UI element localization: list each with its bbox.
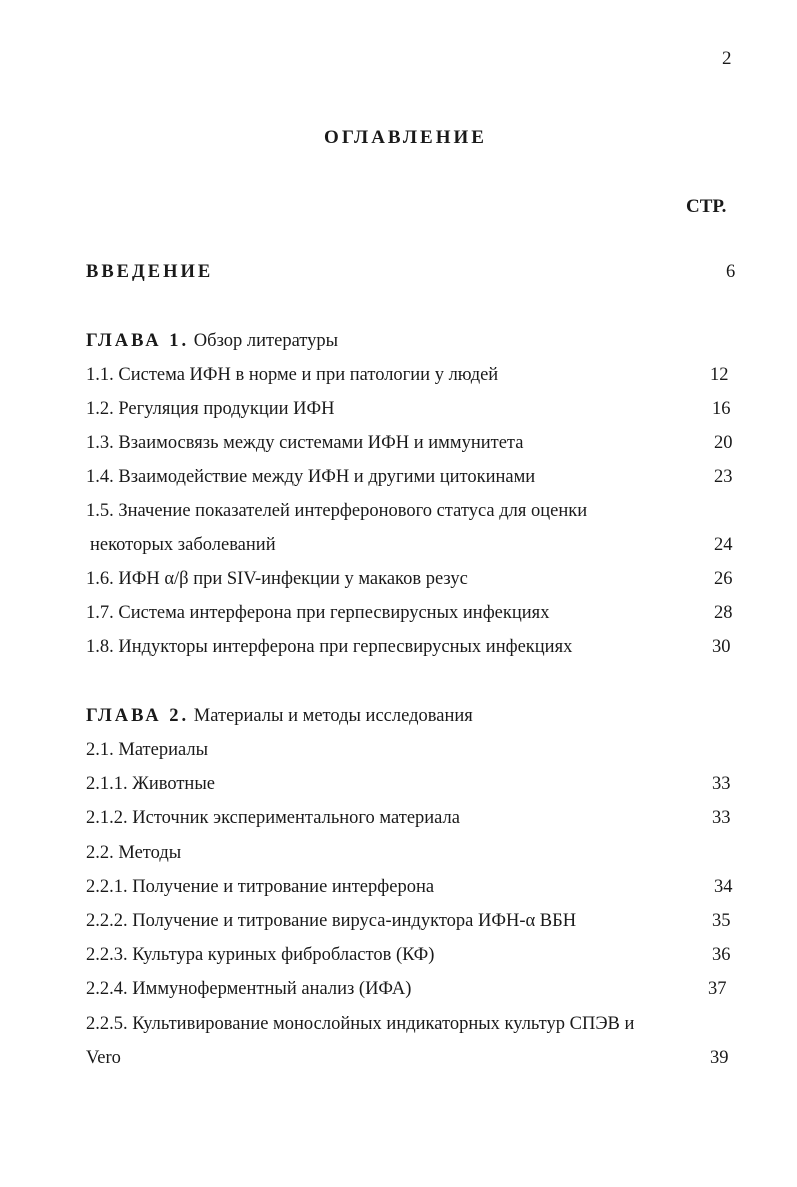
toc-entry xyxy=(86,737,736,763)
toc-entry xyxy=(86,908,736,934)
toc-entry-page: 35 xyxy=(712,911,731,931)
toc-entry xyxy=(86,362,736,388)
toc-entry-text: 2.1.1. Животные xyxy=(86,774,215,794)
toc-entry xyxy=(86,634,736,660)
toc-entry xyxy=(86,805,736,831)
chapter-2-heading xyxy=(86,703,736,729)
toc-entry-text: 2.2.1. Получение и титрование интерферона xyxy=(86,877,435,897)
toc-entry-intro xyxy=(86,259,736,285)
toc-entry xyxy=(86,396,736,422)
toc-entry xyxy=(86,942,736,968)
toc-entry xyxy=(86,1011,736,1037)
toc-entry-text: 1.4. Взаимодействие между ИФН и другими цитокинами xyxy=(86,467,536,487)
toc-entry-text: 1.1. Система ИФН в норме и при патологии у людей xyxy=(86,365,499,385)
toc-entry-page: 39 xyxy=(710,1048,729,1068)
toc-entry-text: Vero xyxy=(86,1048,121,1068)
toc-entry xyxy=(86,566,736,592)
toc-entry xyxy=(86,464,736,490)
toc-entry-text: 2.1. Материалы xyxy=(86,740,209,760)
toc-entry-page: 12 xyxy=(710,365,729,385)
toc-entry-text: 1.6. ИФН α/β при SIV-инфекции у макаков резус xyxy=(86,569,468,589)
toc-entry-page: 33 xyxy=(712,774,731,794)
toc-entry-page: 34 xyxy=(714,877,733,897)
toc-entry-text: 2.2.3. Культура куриных фибробластов (КФ) xyxy=(86,945,435,965)
toc-entry-page: 33 xyxy=(712,808,731,828)
chapter-1-label: ГЛАВА 1. xyxy=(86,331,190,351)
page-number: 2 xyxy=(722,48,732,69)
chapter-2-title: Материалы и методы исследования xyxy=(193,706,473,726)
toc-entry xyxy=(86,976,736,1002)
chapter-1-title: Обзор литературы xyxy=(193,331,339,351)
toc-entry-text: 1.2. Регуляция продукции ИФН xyxy=(86,399,335,419)
toc-entry xyxy=(86,874,736,900)
toc-entry-text: 2.2. Методы xyxy=(86,843,182,863)
toc-entry xyxy=(86,840,736,866)
page-column-label: СТР. xyxy=(686,196,727,217)
toc-entry-text: 1.3. Взаимосвязь между системами ИФН и иммунитета xyxy=(86,433,524,453)
toc-entry-text: 2.1.2. Источник экспериментального материала xyxy=(86,808,460,828)
toc-entry-text: 1.7. Система интерферона при герпесвирусных инфекциях xyxy=(86,603,550,623)
intro-label: ВВЕДЕНИЕ xyxy=(86,262,214,282)
toc-entry xyxy=(86,1045,736,1071)
chapter-1-heading xyxy=(86,328,736,354)
toc-entry-text: 2.2.2. Получение и титрование вируса-индуктора ИФН-α ВБН xyxy=(86,911,577,931)
intro-page: 6 xyxy=(726,262,736,282)
toc-entry xyxy=(86,532,736,558)
page-title: ОГЛАВЛЕНИЕ xyxy=(324,127,487,148)
toc-entry-text: 1.8. Индукторы интерферона при герпесвирусных инфекциях xyxy=(86,637,573,657)
toc-entry xyxy=(86,498,736,524)
toc-entry-text: 1.5. Значение показателей интерферонового статуса для оценки xyxy=(86,501,588,521)
toc-entry-text: 2.2.4. Иммуноферментный анализ (ИФА) xyxy=(86,979,412,999)
toc-entry-page: 28 xyxy=(714,603,733,623)
toc-entry-page: 36 xyxy=(712,945,731,965)
toc-entry xyxy=(86,600,736,626)
toc-entry-page: 26 xyxy=(714,569,733,589)
toc-entry-page: 16 xyxy=(712,399,731,419)
chapter-2-label: ГЛАВА 2. xyxy=(86,706,190,726)
toc-entry-page: 23 xyxy=(714,467,733,487)
toc-entry-page: 20 xyxy=(714,433,733,453)
toc-entry-page: 24 xyxy=(714,535,733,555)
toc-entry-text: некоторых заболеваний xyxy=(90,535,276,555)
toc-entry-page: 37 xyxy=(708,979,727,999)
toc-entry-page: 30 xyxy=(712,637,731,657)
toc-entry xyxy=(86,430,736,456)
toc-entry xyxy=(86,771,736,797)
toc-entry-text: 2.2.5. Культивирование монослойных индикаторных культур СПЭВ и xyxy=(86,1014,635,1034)
